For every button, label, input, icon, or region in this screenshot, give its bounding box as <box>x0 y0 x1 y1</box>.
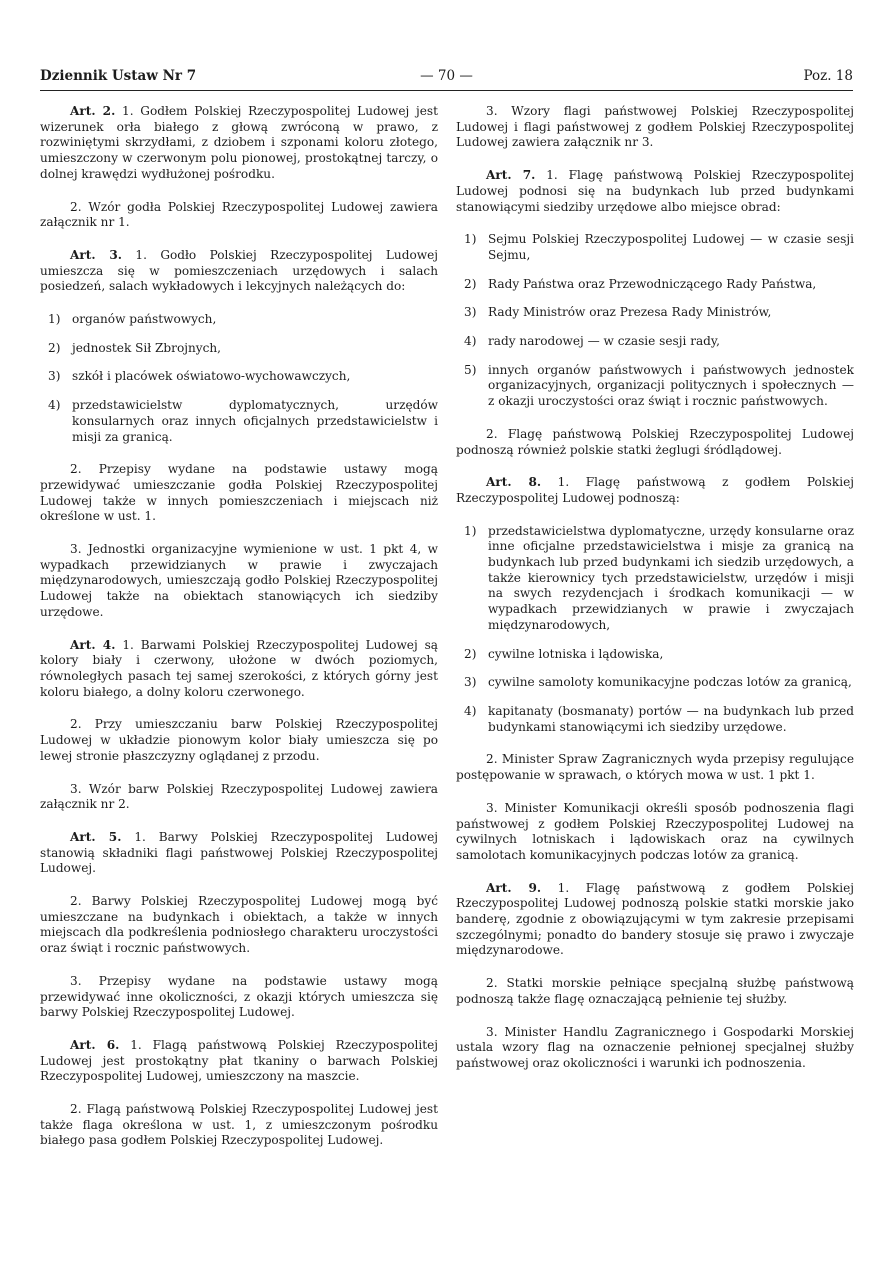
list-item <box>456 363 854 410</box>
item-text: cywilne lotniska i lądowiska, <box>488 646 664 661</box>
art2-para1 <box>40 104 438 183</box>
item-text: innych organów państwowych i państwowych jednostek organizacyjnych, organizacji politycznych i społecznych — z okazji uroczystości oraz świąt i rocznic państwowych. <box>488 362 854 409</box>
art9-label: Art. 9. <box>486 880 542 895</box>
art4-label: Art. 4. <box>70 637 116 652</box>
art4-para3: 3. Wzór barw Polskiej Rzeczypospolitej Ludowej zawiera załącznik nr 2. <box>40 781 438 812</box>
art2-para1-text: 1. Godłem Polskiej Rzeczypospolitej Ludowej jest wizerunek orła białego z głową zwróconą w prawo, z rozwiniętymi skrzydłami, z dziobem i szponami koloru złotego, umieszczony w czerwonym polu pionowej, prostokątnej tarczy, o dolnej krawędzi wydłużonej pośrodku. <box>40 104 438 181</box>
art6-para3: 3. Wzory flagi państwowej Polskiej Rzeczypospolitej Ludowej i flagi państwowej z godłem Polskiej Rzeczypospolitej Ludowej zawiera załącznik nr 3. <box>456 104 854 150</box>
item-text: organów państwowych, <box>72 312 217 327</box>
list-item <box>40 369 438 385</box>
art6-para1-text: 1. Flagą państwową Polskiej Rzeczypospolitej Ludowej jest prostokątny płat tkaniny o barwach Polskiej Rzeczypospolitej Ludowej, umieszczony na maszcie. <box>40 1037 439 1084</box>
art6-label: Art. 6. <box>70 1037 120 1052</box>
item-text: przedstawicielstw dyplomatycznych, urzędów konsularnych oraz innych oficjalnych przedstawicielstw i misji za granicą. <box>72 398 438 444</box>
list-item <box>40 341 438 357</box>
item-text: przedstawicielstwa dyplomatyczne, urzędy konsularne oraz inne oficjalne przedstawicielstwa i misje za granicą na budynkach lub przed budynkami ich siedzib urzędowych, a także kierownicy tych przedstawicielstw, urzędów i misji na swych rezydencjach i środkach komunikacji — w wypadkach przewidzianych w prawie i zwyczajach międzynarodowych, <box>488 523 854 632</box>
art9-para3: 3. Minister Handlu Zagranicznego i Gospodarki Morskiej ustala wzory flag na oznaczenie pełnionej specjalnej służby państwowej oraz okoliczności i warunki ich podnoszenia. <box>456 1024 854 1070</box>
item-number: 1) <box>464 523 477 538</box>
item-text: cywilne samoloty komunikacyjne podczas lotów za granicą, <box>488 675 852 690</box>
list-item <box>456 334 854 350</box>
art9-para1-text: 1. Flagę państwową z godłem Polskiej Rzeczypospolitej Ludowej podnoszą polskie statki morskie jako banderę, zgodnie z obowiązującymi w tym zakresie przepisami szczególnymi; ponadto do bandery stosuje się prawo i zwyczaje międzynarodowe. <box>456 880 854 958</box>
page-number: — 70 — <box>420 68 473 84</box>
art8-para1-text: 1. Flagę państwową z godłem Polskiej Rzeczypospolitej Ludowej podnoszą: <box>456 475 854 505</box>
art7-list <box>456 232 854 410</box>
right-column <box>456 104 854 1089</box>
list-item <box>456 675 854 691</box>
item-text: Rady Ministrów oraz Prezesa Rady Ministrów, <box>488 305 772 320</box>
left-column <box>40 104 438 1166</box>
item-text: szkół i placówek oświatowo-wychowawczych, <box>72 369 351 384</box>
item-number: 4) <box>464 703 477 718</box>
art4-para1 <box>40 638 438 701</box>
item-text: kapitanaty (bosmanaty) portów — na budynkach lub przed budynkami stanowiącymi ich siedziby urzędowe. <box>488 703 854 734</box>
item-number: 5) <box>464 362 477 377</box>
header-rule <box>40 90 853 91</box>
list-item <box>40 398 438 445</box>
item-number: 1) <box>48 312 61 327</box>
art8-para1 <box>456 475 854 506</box>
item-number: 2) <box>48 340 61 355</box>
art9-para2: 2. Statki morskie pełniące specjalną służbę państwową podnoszą także flagę oznaczającą pełnienie tej służby. <box>456 976 854 1006</box>
item-number: 2) <box>464 646 477 661</box>
art5-para3: 3. Przepisy wydane na podstawie ustawy mogą przewidywać inne okoliczności, z okazji których umieszcza się barwy Polskiej Rzeczypospolitej Ludowej. <box>40 973 438 1020</box>
art7-para1 <box>456 168 854 215</box>
position-number: Poz. 18 <box>803 68 853 84</box>
art3-label: Art. 3. <box>70 247 122 262</box>
item-number: 3) <box>48 369 61 384</box>
art5-para2: 2. Barwy Polskiej Rzeczypospolitej Ludowej mogą być umieszczane na budynkach i obiektach, a także w innych miejscach dla podkreślenia podniosłego charakteru uroczystości oraz świąt i rocznic państwowych. <box>40 894 438 956</box>
art3-para1 <box>40 248 438 295</box>
art6-para1 <box>40 1038 438 1085</box>
list-item <box>456 704 854 735</box>
art7-label: Art. 7. <box>486 168 536 183</box>
item-number: 3) <box>464 675 477 690</box>
item-number: 2) <box>464 276 477 291</box>
list-item <box>456 647 854 663</box>
art7-para2: 2. Flagę państwową Polskiej Rzeczypospolitej Ludowej podnoszą również polskie statki żeglugi śródlądowej. <box>456 426 854 457</box>
item-number: 1) <box>464 232 477 247</box>
list-item <box>456 524 854 634</box>
art2-label: Art. 2. <box>70 104 116 118</box>
item-number: 3) <box>464 305 477 320</box>
page-header <box>40 68 853 88</box>
art5-para1 <box>40 830 438 877</box>
art4-para1-text: 1. Barwami Polskiej Rzeczypospolitej Ludowej są kolory biały i czerwony, ułożone w dwóch poziomych, równoległych pasach tej samej szerokości, z których górny jest koloru białego, a dolny koloru czerwonego. <box>40 637 438 699</box>
art3-para3: 3. Jednostki organizacyjne wymienione w ust. 1 pkt 4, w wypadkach przewidzianych w prawie i zwyczajach międzynarodowych, umieszczają godło Polskiej Rzeczypospolitej Ludowej także na obiektach stanowiących ich siedziby urzędowe. <box>40 542 438 619</box>
art8-para3: 3. Minister Komunikacji określi sposób podnoszenia flagi państwowej z godłem Polskiej Rzeczypospolitej Ludowej na cywilnych lotniskach i lądowiskach oraz na cywilnych samolotach komunikacyjnych podczas lotów za granicą. <box>456 800 854 862</box>
art9-para1 <box>456 881 854 960</box>
list-item <box>40 312 438 328</box>
art5-label: Art. 5. <box>70 829 122 844</box>
list-item <box>456 305 854 321</box>
list-item <box>456 232 854 263</box>
art8-list <box>456 524 854 736</box>
item-number: 4) <box>464 334 477 349</box>
art7-para1-text: 1. Flagę państwową Polskiej Rzeczypospolitej Ludowej podnosi się na budynkach lub przed budynkami stanowiącymi siedziby urzędowe albo miejsce obrad: <box>456 168 854 214</box>
art6-para2: 2. Flagą państwową Polskiej Rzeczypospolitej Ludowej jest także flaga określona w ust. 1, z umieszczonym pośrodku białego pasa godłem Polskiej Rzeczypospolitej Ludowej. <box>40 1102 438 1148</box>
journal-title: Dziennik Ustaw Nr 7 <box>40 68 197 84</box>
art8-label: Art. 8. <box>486 475 542 490</box>
item-text: Rady Państwa oraz Przewodniczącego Rady Państwa, <box>488 276 817 291</box>
item-text: Sejmu Polskiej Rzeczypospolitej Ludowej — w czasie sesji Sejmu, <box>488 232 854 262</box>
art5-para1-text: 1. Barwy Polskiej Rzeczypospolitej Ludowej stanowią składniki flagi państwowej Polskiej Rzeczypospolitej Ludowej. <box>40 829 438 876</box>
art2-para2: 2. Wzór godła Polskiej Rzeczypospolitej Ludowej zawiera załącznik nr 1. <box>40 199 438 230</box>
art4-para2: 2. Przy umieszczaniu barw Polskiej Rzeczypospolitej Ludowej w układzie pionowym kolor biały umieszcza się po lewej stronie płaszczyzny oglądanej z przodu. <box>40 717 438 763</box>
art8-para2: 2. Minister Spraw Zagranicznych wyda przepisy regulujące postępowanie w sprawach, o których mowa w ust. 1 pkt 1. <box>456 752 854 783</box>
item-text: jednostek Sił Zbrojnych, <box>72 340 222 355</box>
art3-para2: 2. Przepisy wydane na podstawie ustawy mogą przewidywać umieszczanie godła Polskiej Rzeczypospolitej Ludowej także w innych pomieszczeniach i miejscach niż określone w ust. 1. <box>40 462 438 524</box>
item-text: rady narodowej — w czasie sesji rady, <box>488 334 720 349</box>
art3-para1-text: 1. Godło Polskiej Rzeczypospolitej Ludowej umieszcza się w pomieszczeniach urzędowych i salach posiedzeń, salach wykładowych i lekcyjnych należących do: <box>40 247 438 294</box>
item-number: 4) <box>48 398 61 413</box>
list-item <box>456 277 854 293</box>
art3-list <box>40 312 438 445</box>
